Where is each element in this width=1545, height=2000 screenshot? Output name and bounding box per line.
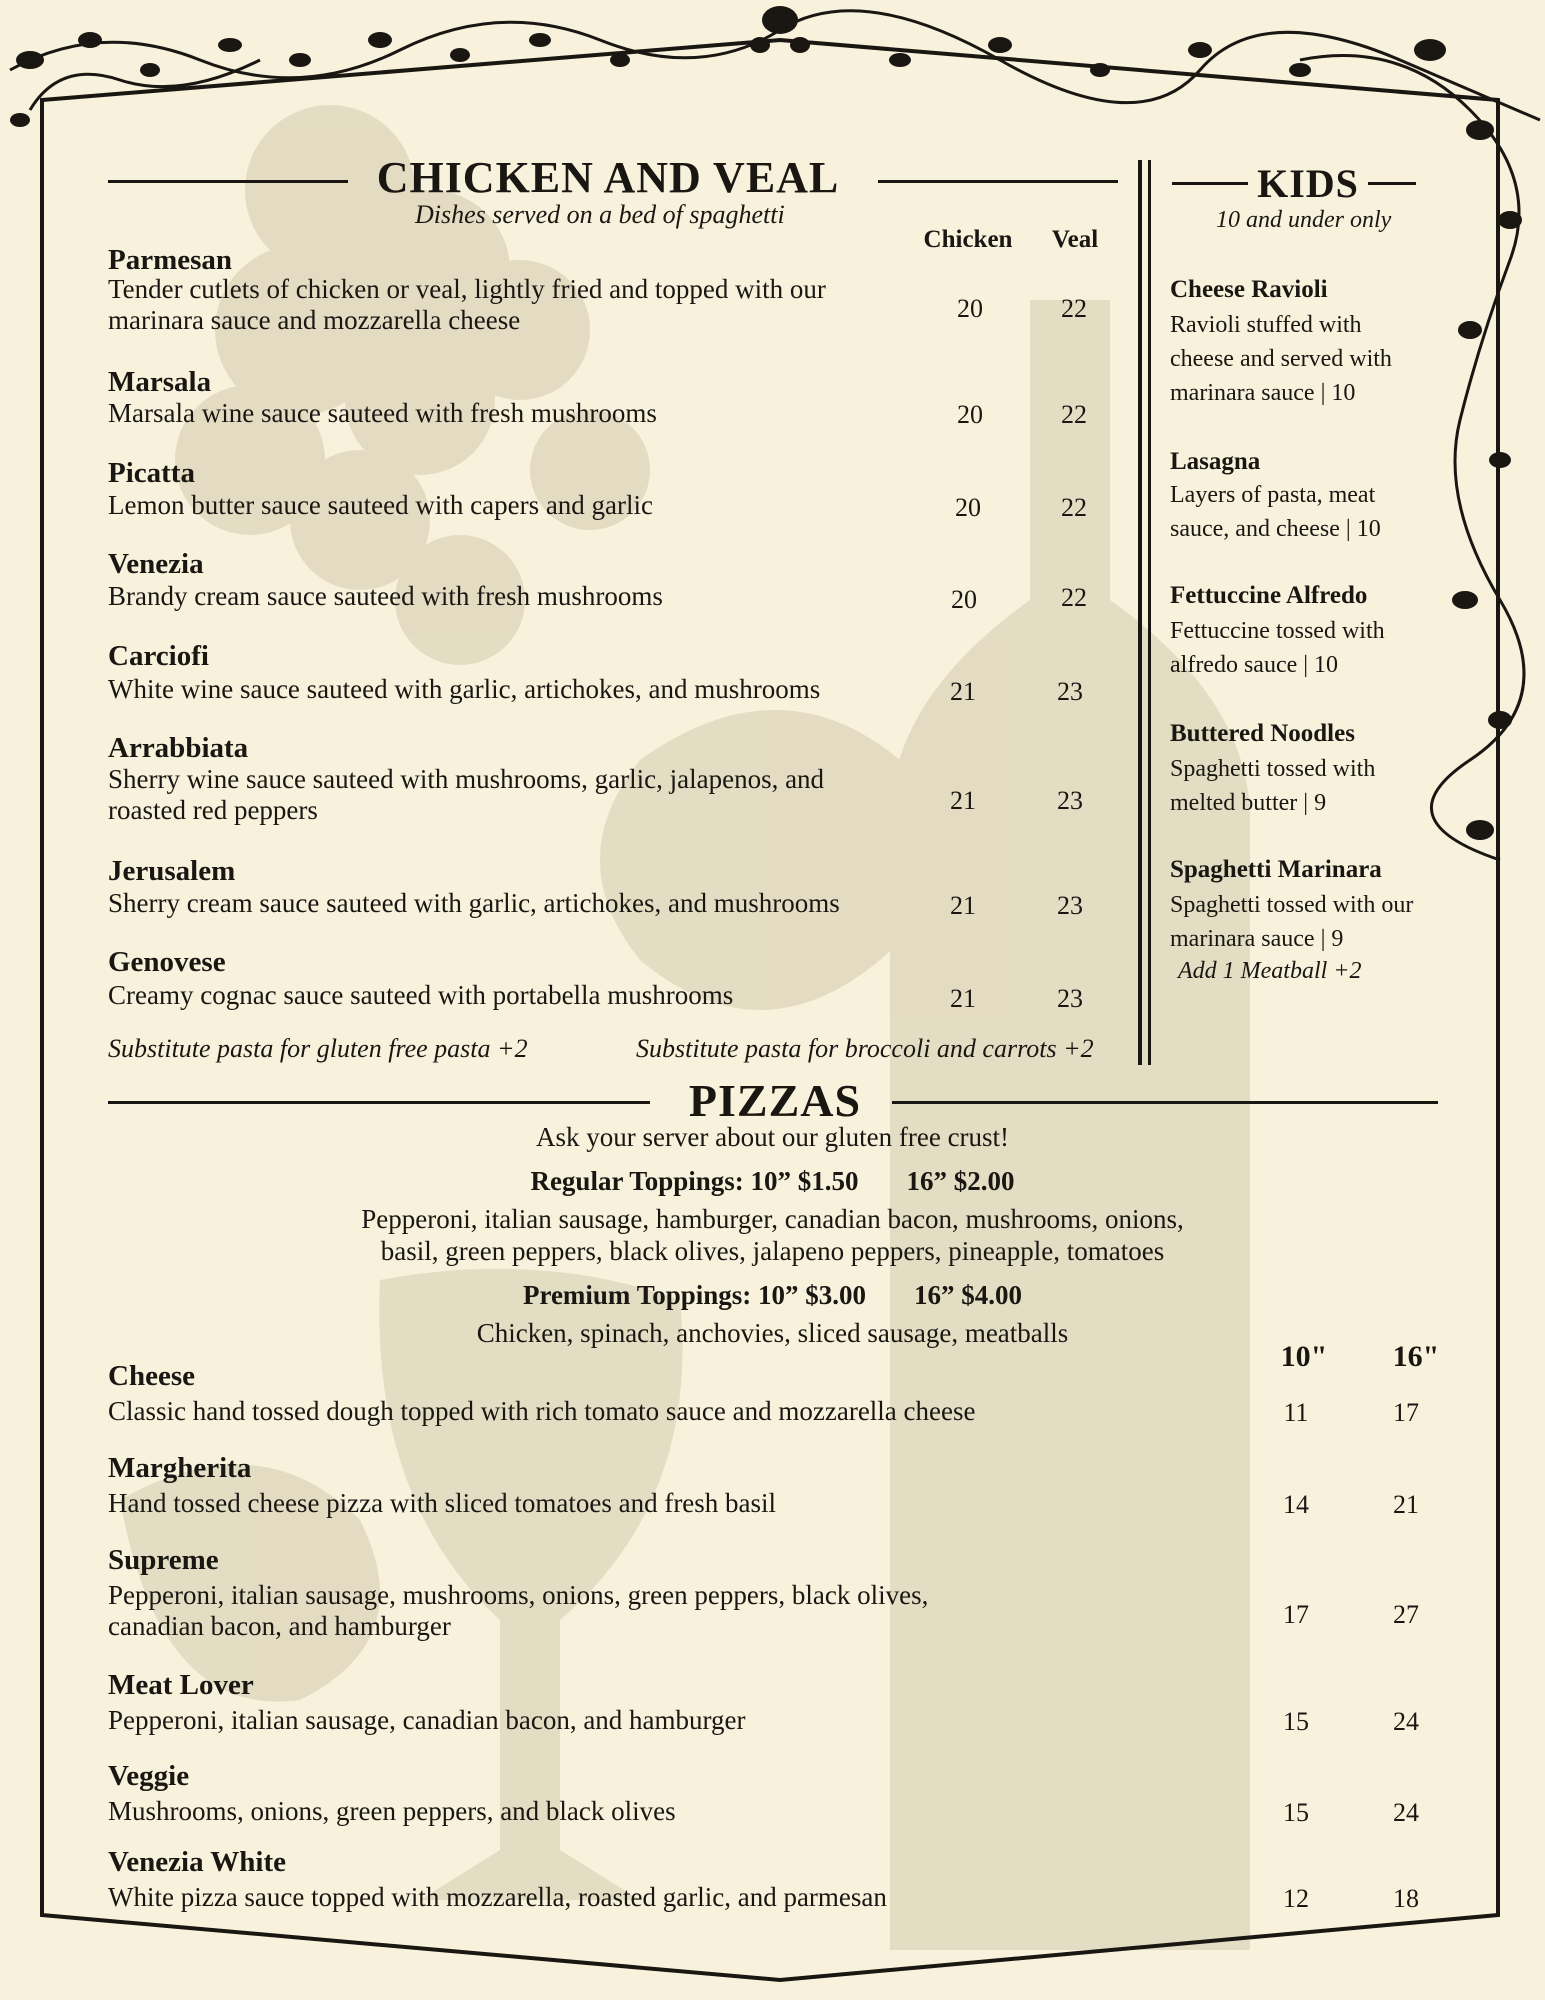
regular-toppings-list-2: basil, green peppers, black olives, jalapeno peppers, pineapple, tomatoes — [380, 1236, 1165, 1266]
pizza-price-10: 15 — [1283, 1707, 1309, 1736]
pizza-item-name: Meat Lover — [108, 1669, 254, 1701]
kids-item-name: Spaghetti Marinara — [1170, 856, 1382, 883]
cv-item-desc: Marsala wine sauce sauteed with fresh mushrooms — [108, 398, 657, 428]
kids-item-desc: Spaghetti tossed with melted butter | 9 — [1170, 756, 1376, 816]
col-head-10-inch: 10" — [1280, 1340, 1328, 1373]
regular-toppings-list-1: Pepperoni, italian sausage, hamburger, canadian bacon, mushrooms, onions, — [361, 1204, 1184, 1234]
pizza-price-16: 27 — [1393, 1600, 1419, 1629]
pizza-item-name: Margherita — [108, 1452, 252, 1484]
cv-price-chicken: 21 — [950, 786, 976, 815]
regular-toppings-prices — [0, 1166, 1545, 1197]
pizza-price-10: 17 — [1283, 1600, 1309, 1629]
cv-price-chicken: 21 — [950, 891, 976, 920]
pizzas-title: PIZZAS — [688, 1075, 862, 1126]
kids-title: KIDS — [1257, 161, 1359, 206]
cv-price-veal: 22 — [1061, 493, 1087, 522]
kids-meatball-addon: Add 1 Meatball +2 — [1178, 958, 1362, 984]
cv-price-veal: 23 — [1057, 984, 1083, 1013]
pizza-price-10: 11 — [1283, 1398, 1309, 1427]
cv-price-veal: 23 — [1057, 677, 1083, 706]
note-gluten-free: Substitute pasta for gluten free pasta +2 — [108, 1034, 528, 1063]
pizza-item-desc: White pizza sauce topped with mozzarella, roasted garlic, and parmesan — [108, 1882, 887, 1912]
cv-item-name: Picatta — [108, 457, 195, 489]
cv-title-rule-left — [108, 180, 348, 183]
chicken-veal-title: CHICKEN AND VEAL — [376, 153, 840, 202]
cv-price-chicken: 21 — [950, 677, 976, 706]
pizza-item-desc: Mushrooms, onions, green peppers, and black olives — [108, 1796, 676, 1826]
cv-item-desc: Creamy cognac sauce sauteed with portabella mushrooms — [108, 980, 734, 1010]
premium-toppings-list: Chicken, spinach, anchovies, sliced sausage, meatballs — [476, 1318, 1069, 1348]
kids-item-name: Fettuccine Alfredo — [1170, 582, 1368, 609]
cv-item-desc: Lemon butter sauce sauteed with capers and garlic — [108, 490, 654, 520]
pizza-price-10: 12 — [1283, 1884, 1309, 1913]
pizza-item-desc: Pepperoni, italian sausage, mushrooms, onions, green peppers, black olives, canadian bacon, and hamburger — [108, 1580, 929, 1641]
col-head-chicken: Chicken — [923, 226, 1013, 253]
kids-title-rule-right — [1368, 182, 1416, 185]
kids-title-rule-left — [1172, 182, 1248, 185]
kids-item-desc: Spaghetti tossed with our marinara sauce | 9 — [1170, 892, 1414, 952]
premium-toppings-16: 16” $4.00 — [914, 1280, 1023, 1310]
cv-price-veal: 22 — [1061, 294, 1087, 323]
pizza-price-16: 18 — [1393, 1884, 1419, 1913]
cv-item-desc: Brandy cream sauce sauteed with fresh mushrooms — [108, 581, 663, 611]
pizza-price-16: 24 — [1393, 1798, 1419, 1827]
regular-toppings-10: Regular Toppings: 10” $1.50 — [530, 1166, 859, 1196]
cv-item-desc: White wine sauce sauteed with garlic, artichokes, and mushrooms — [108, 674, 821, 704]
cv-item-name: Genovese — [108, 946, 226, 978]
cv-item-desc: Sherry wine sauce sauteed with mushrooms, garlic, jalapenos, and roasted red peppers — [108, 764, 825, 825]
cv-item-name: Arrabbiata — [108, 732, 249, 764]
col-head-veal: Veal — [1051, 226, 1099, 253]
cv-item-name: Parmesan — [108, 244, 233, 276]
pizza-price-10: 14 — [1283, 1490, 1309, 1519]
pizza-price-16: 21 — [1393, 1490, 1419, 1519]
pizza-item-name: Venezia White — [108, 1846, 287, 1878]
cv-price-veal: 23 — [1057, 891, 1083, 920]
cv-price-veal: 23 — [1057, 786, 1083, 815]
column-divider-inner — [1148, 160, 1151, 1065]
note-broccoli: Substitute pasta for broccoli and carrots +2 — [636, 1034, 1094, 1063]
kids-item-name: Buttered Noodles — [1170, 720, 1355, 747]
cv-item-desc: Tender cutlets of chicken or veal, lightly fried and topped with our marinara sauce and mozzarella cheese — [108, 274, 826, 335]
pizza-item-desc: Classic hand tossed dough topped with rich tomato sauce and mozzarella cheese — [108, 1396, 976, 1426]
pizza-item-name: Supreme — [108, 1544, 219, 1576]
cv-title-rule-right — [878, 180, 1118, 183]
premium-toppings-prices — [0, 1280, 1545, 1311]
pizzas-title-rule-right — [892, 1101, 1438, 1104]
kids-item-name: Lasagna — [1170, 448, 1261, 475]
pizza-item-name: Veggie — [108, 1760, 190, 1792]
cv-price-veal: 22 — [1061, 583, 1087, 612]
pizza-item-desc: Pepperoni, italian sausage, canadian bacon, and hamburger — [108, 1705, 746, 1735]
cv-item-name: Marsala — [108, 366, 212, 398]
column-divider — [1138, 160, 1142, 1065]
kids-subtitle: 10 and under only — [1216, 207, 1392, 233]
cv-item-name: Carciofi — [108, 640, 209, 672]
kids-item-desc: Ravioli stuffed with cheese and served with marinara sauce | 10 — [1170, 312, 1392, 406]
kids-item-desc: Fettuccine tossed with alfredo sauce | 10 — [1170, 618, 1385, 678]
cv-price-chicken: 20 — [951, 585, 977, 614]
cv-item-name: Venezia — [108, 548, 204, 580]
cv-item-name: Jerusalem — [108, 855, 236, 887]
cv-price-chicken: 20 — [957, 294, 983, 323]
pizza-item-desc: Hand tossed cheese pizza with sliced tomatoes and fresh basil — [108, 1488, 777, 1518]
premium-toppings-10: Premium Toppings: 10” $3.00 — [522, 1280, 867, 1310]
cv-price-veal: 22 — [1061, 400, 1087, 429]
pizzas-title-rule-left — [108, 1101, 650, 1104]
gluten-free-crust-note: Ask your server about our gluten free crust! — [535, 1122, 1010, 1152]
kids-item-desc: Layers of pasta, meat sauce, and cheese | 10 — [1170, 482, 1381, 542]
kids-item-name: Cheese Ravioli — [1170, 276, 1328, 303]
pizza-item-name: Cheese — [108, 1360, 195, 1392]
col-head-16-inch: 16" — [1392, 1340, 1440, 1373]
cv-price-chicken: 20 — [955, 493, 981, 522]
pizza-price-16: 17 — [1393, 1398, 1419, 1427]
pizza-price-10: 15 — [1283, 1798, 1309, 1827]
cv-price-chicken: 21 — [950, 984, 976, 1013]
cv-price-chicken: 20 — [957, 400, 983, 429]
cv-item-desc: Sherry cream sauce sauteed with garlic, artichokes, and mushrooms — [108, 888, 840, 918]
regular-toppings-16: 16” $2.00 — [906, 1166, 1015, 1196]
pizza-price-16: 24 — [1393, 1707, 1419, 1736]
chicken-veal-subtitle: Dishes served on a bed of spaghetti — [415, 200, 785, 229]
